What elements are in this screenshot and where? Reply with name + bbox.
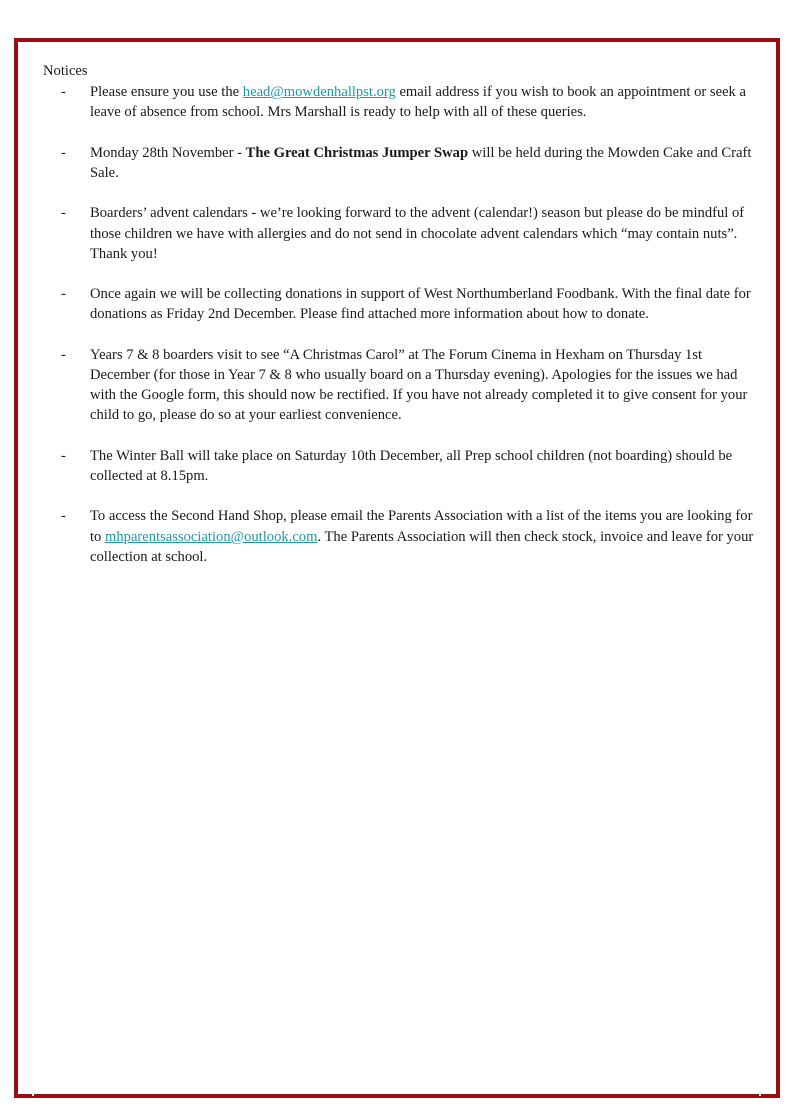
head-email-link[interactable]: head@mowdenhallpst.org [242,84,396,101]
document-body [43,61,758,587]
notice-text: will be held during the Mowden Cake and Craft Sale. [90,144,752,181]
bullet-dash: - [61,346,66,363]
border-gap [759,1090,761,1096]
event-title: The Great Christmas Jumper Swap [245,144,469,161]
notices-list [43,82,758,567]
notice-item [43,446,758,486]
notice-text: . The Parents Association will then check stock, invoice and leave for your collection at school. [90,528,754,565]
notice-text: Years 7 & 8 boarders visit to see “A Christmas Carol” at The Forum Cinema in Hexham on Thursday 1st December (for those in Year 7 & 8 who usually board on a Thursday evening). Apologies for the issues we had with the Google form, this should now be rectified. If you have not already completed it to give consent for your child to go, please do so at your earliest convenience. [90,346,748,424]
notice-text: The Winter Ball will take place on Saturday 10th December, all Prep school children (not boarding) should be collected at 8.15pm. [90,447,733,484]
notice-text: Please ensure you use the [90,84,243,101]
bullet-dash: - [61,286,66,303]
notice-text: Once again we will be collecting donations in support of West Northumberland Foodbank. With the final date for donations as Friday 2nd December. Please find attached more information about how to donate. [90,286,751,323]
notice-item [43,82,758,122]
bullet-dash: - [61,205,66,222]
notice-item [43,203,758,264]
notice-text: To access the Second Hand Shop, please email the Parents Association with a list of the items you are looking for to [90,508,753,545]
notice-item [43,506,758,567]
notices-heading: Notices [43,63,88,79]
bullet-dash: - [61,508,66,525]
notice-item [43,284,758,324]
notice-item [43,143,758,183]
bullet-dash: - [61,447,66,464]
notice-item [43,345,758,426]
border-gap [32,1090,34,1096]
bullet-dash: - [61,84,66,101]
notice-text: Boarders’ advent calendars - we’re looking forward to the advent (calendar!) season but please do be mindful of those children we have with allergies and do not send in chocolate advent calendars which “may contain nuts”. Thank you! [90,205,745,262]
notice-text: Monday 28th November - [90,144,246,161]
notice-text: email address if you wish to book an appointment or seek a leave of absence from school. Mrs Marshall is ready to help with all of these queries. [90,84,746,121]
bullet-dash: - [61,144,66,161]
parents-association-email-link[interactable]: mhparentsassociation@outlook.com [105,528,318,545]
